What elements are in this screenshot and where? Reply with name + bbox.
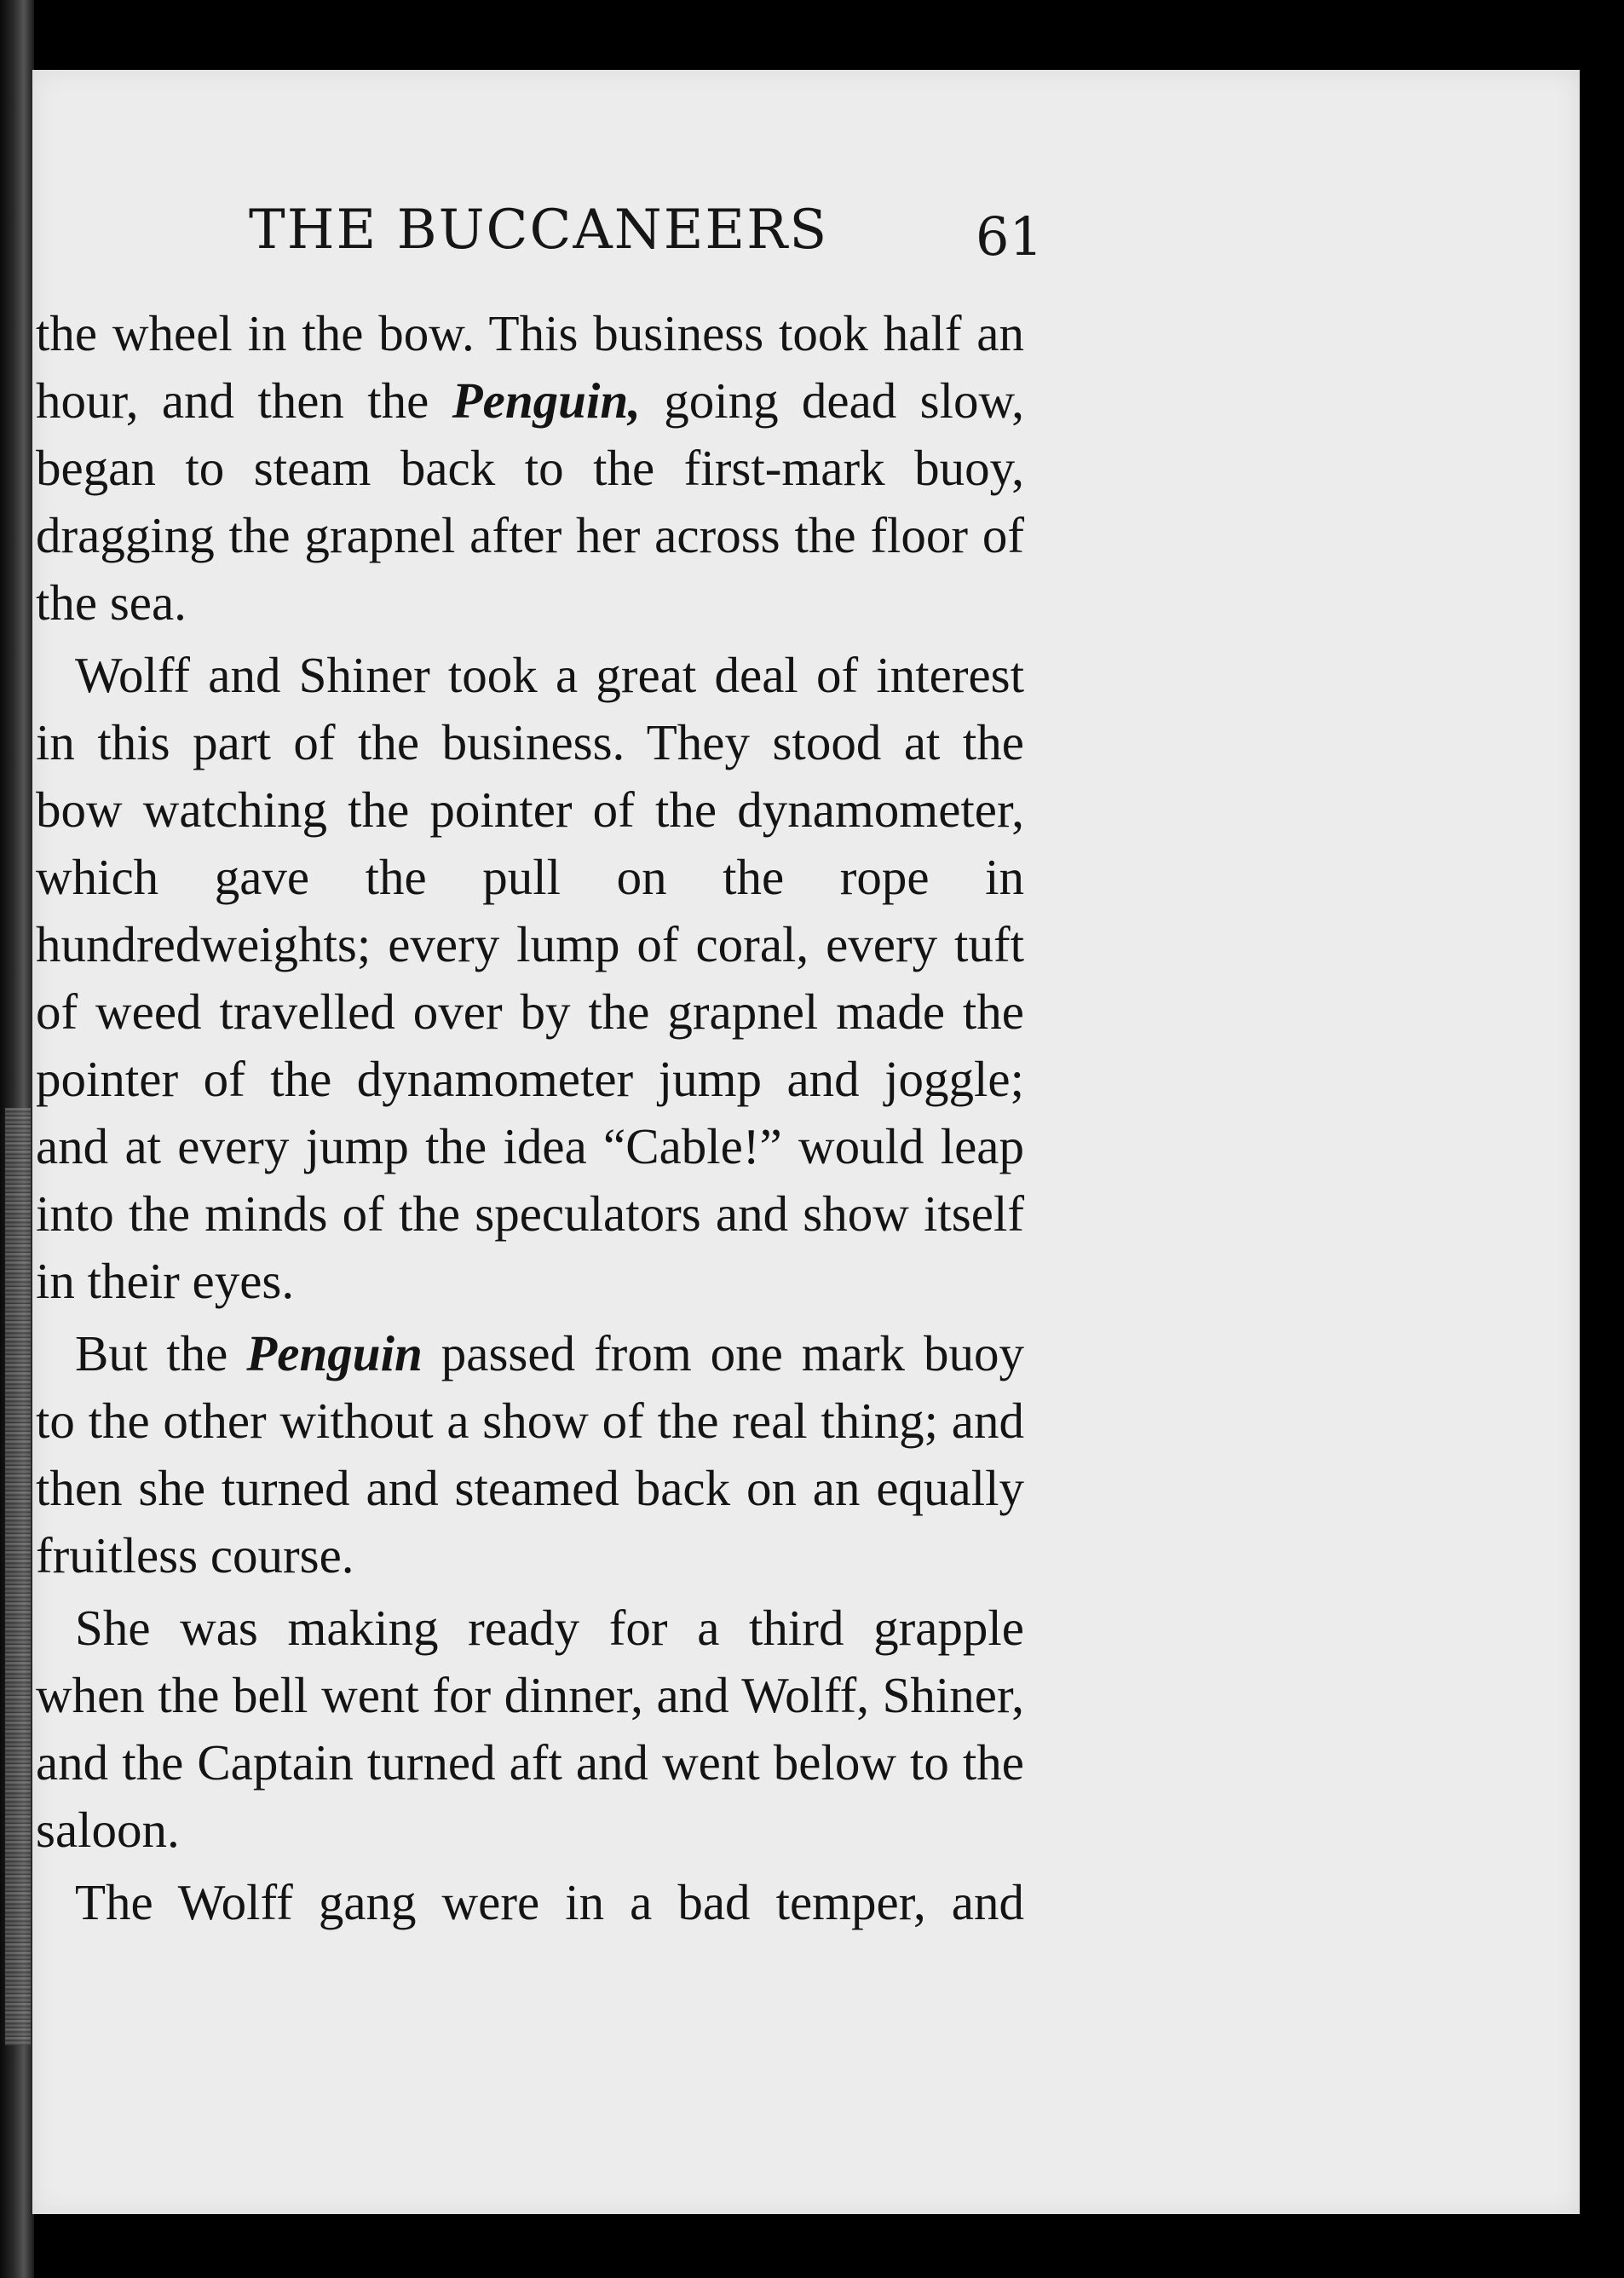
paragraph-5: The Wolff gang were in a bad temper, and [75, 1874, 1024, 1930]
paragraph-2: Wolff and Shiner took a great deal of interest in this part of the business. They stood at the bow watching the pointer of the dynamometer, which gave the pull on the rope in hundredweights; every lump of coral, every tuft of weed travelled over by the grapnel made the pointer of the dynamometer jump and joggle; and at every jump the idea “Cable!” would leap into the minds of the speculators and show itself in their eyes. [36, 647, 1024, 1309]
running-head: THE BUCCANEERS [249, 199, 829, 262]
paragraph-1-pre: the wheel in the bow. This business took half an hour, and then the [36, 305, 1024, 429]
ship-name: Penguin [246, 1325, 423, 1381]
paragraph-4: She was making ready for a third grapple when the bell went for dinner, and Wolff, Shiner, and the Captain turned aft and went below to the saloon. [36, 1600, 1024, 1858]
paragraph-1 [36, 300, 1024, 637]
page-number: 61 [976, 205, 1043, 268]
paragraph-3-post: passed from one mark buoy to the other without a show of the real thing; and then she turned and steamed back on an equally fruitless course. [36, 1325, 1024, 1583]
body-text [36, 300, 1024, 1936]
ship-name: Penguin, [452, 372, 641, 429]
page-edge-texture [5, 1108, 31, 2045]
paragraph-3-pre: But the [75, 1325, 247, 1381]
scan-right-border [1580, 0, 1624, 2278]
book-spine-edge [0, 0, 34, 2278]
page-header [0, 199, 1624, 267]
paragraph-1-post: going dead slow, began to steam back to the first-mark buoy, dragging the grapnel after her across the floor of the sea. [36, 372, 1024, 631]
paragraph-3 [36, 1320, 1024, 1589]
